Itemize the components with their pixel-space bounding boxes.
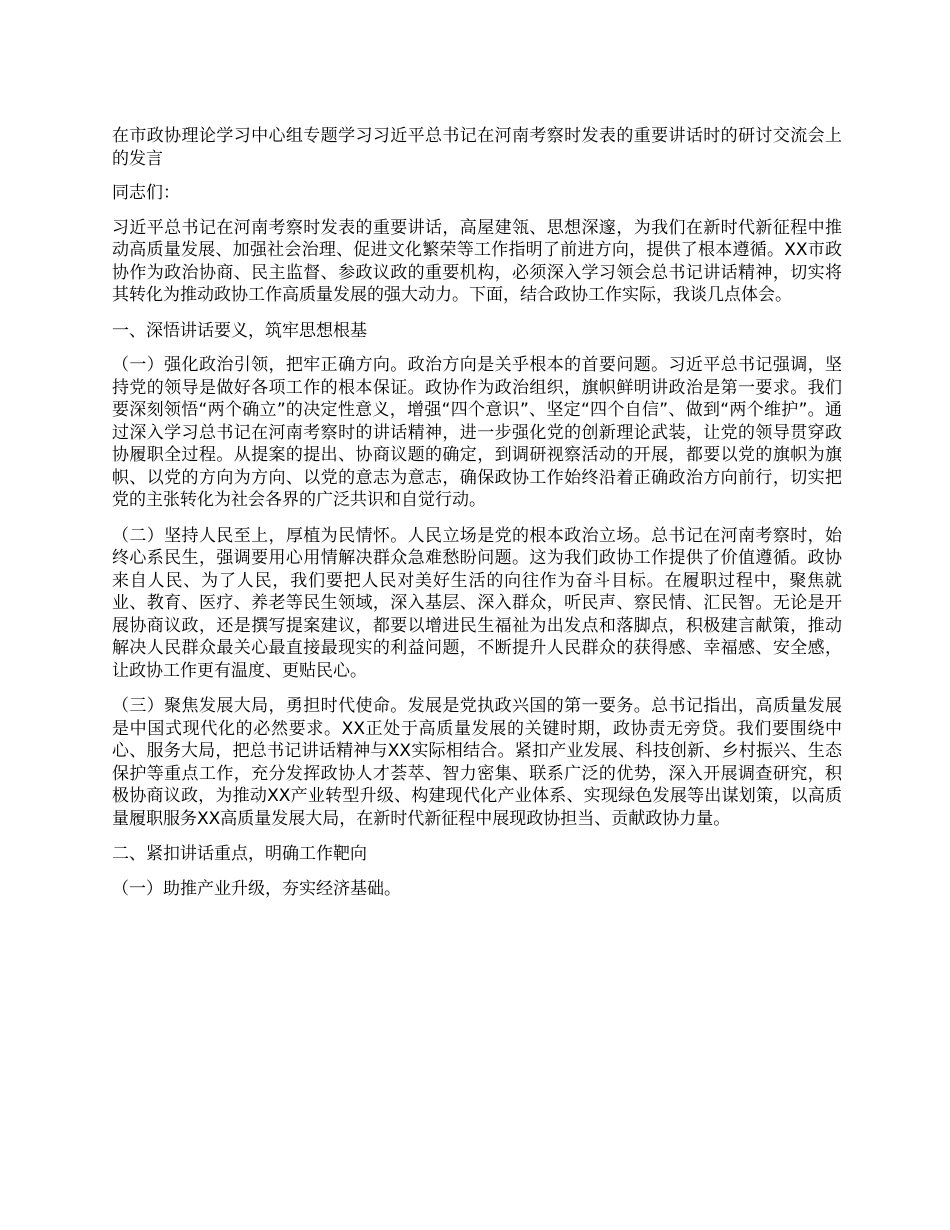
intro-paragraph: 习近平总书记在河南考察时发表的重要讲话，高屋建瓴、思想深邃，为我们在新时代新征程中推动高质量发展、加强社会治理、促进文化繁荣等工作指明了前进方向，提供了根本遵循。XX市政协作为政治协商、民主监督、参政议政的重要机构，必须深入学习领会总书记讲话精神，切实将其转化为推动政协工作高质量发展的强大动力。下面，结合政协工作实际，我谈几点体会。 bbox=[112, 217, 842, 305]
document-title: 在市政协理论学习中心组专题学习习近平总书记在河南考察时发表的重要讲话时的研讨交流会上的发言 bbox=[112, 126, 842, 169]
section-1-paragraph-1: （一）强化政治引领，把牢正确方向。政治方向是关乎根本的首要问题。习近平总书记强调，坚持党的领导是做好各项工作的根本保证。政协作为政治组织，旗帜鲜明讲政治是第一要求。我们要深刻领悟“两个确立”的决定性意义，增强“四个意识”、坚定“四个自信”、做到“两个维护”。通过深入学习总书记在河南考察时的讲话精神，进一步强化党的创新理论武装，让党的领导贯穿政协履职全过程。从提案的提出、协商议题的确定，到调研视察活动的开展，都要以党的旗帜为旗帜、以党的方向为方向、以党的意志为意志，确保政协工作始终沿着正确政治方向前行，切实把党的主张转化为社会各界的广泛共识和自觉行动。 bbox=[112, 355, 842, 510]
section-1-paragraph-3: （三）聚焦发展大局，勇担时代使命。发展是党执政兴国的第一要务。总书记指出，高质量发展是中国式现代化的必然要求。XX正处于高质量发展的关键时期，政协责无旁贷。我们要围绕中心、服务大局，把总书记讲话精神与XX实际相结合。紧扣产业发展、科技创新、乡村振兴、生态保护等重点工作，充分发挥政协人才荟萃、智力密集、联系广泛的优势，深入开展调查研究，积极协商议政，为推动XX产业转型升级、构建现代化产业体系、实现绿色发展等出谋划策，以高质量履职服务XX高质量发展大局，在新时代新征程中展现政协担当、贡献政协力量。 bbox=[112, 696, 842, 829]
section-heading-1: 一、深悟讲话要义，筑牢思想根基 bbox=[112, 320, 367, 341]
section-1-paragraph-2: （二）坚持人民至上，厚植为民情怀。人民立场是党的根本政治立场。总书记在河南考察时，始终心系民生，强调要用心用情解决群众急难愁盼问题。这为我们政协工作提供了价值遵循。政协来自人民、为了人民，我们要把人民对美好生活的向往作为奋斗目标。在履职过程中，聚焦就业、教育、医疗、养老等民生领域，深入基层、深入群众，听民声、察民情、汇民智。无论是开展协商议政，还是撰写提案建议，都要以增进民生福祉为出发点和落脚点，积极建言献策，推动解决人民群众最关心最直接最现实的利益问题，不断提升人民群众的获得感、幸福感、安全感，让政协工作更有温度、更贴民心。 bbox=[112, 525, 842, 681]
greeting: 同志们： bbox=[112, 183, 180, 203]
section-2-paragraph-1: （一）助推产业升级，夯实经济基础。 bbox=[112, 878, 401, 899]
section-heading-2: 二、紧扣讲话重点，明确工作靶向 bbox=[112, 844, 367, 864]
